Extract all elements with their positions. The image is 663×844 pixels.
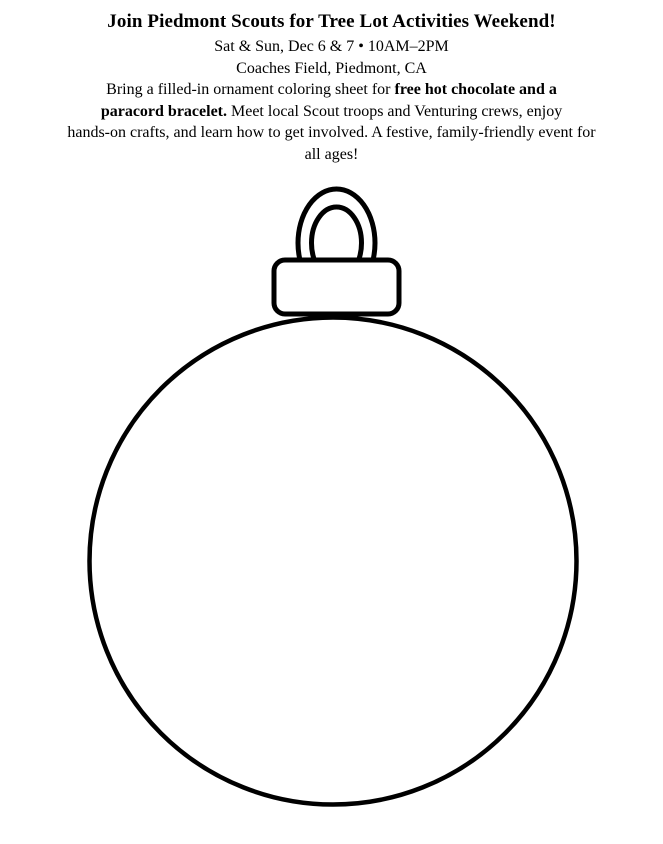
ornament-ball-circle: [90, 318, 577, 805]
event-location-line: Coaches Field, Piedmont, CA: [236, 59, 427, 77]
description-text: Meet local Scout troops and Venturing crews, enjoy: [227, 102, 563, 120]
description-text: all ages!: [304, 145, 359, 163]
ornament-cap: [274, 260, 399, 314]
description-text: Bring a filled-in ornament coloring sheet for: [106, 81, 395, 98]
flyer-title: Join Piedmont Scouts for Tree Lot Activities Weekend!: [107, 11, 556, 32]
description-highlight-text: paracord bracelet.: [100, 102, 227, 120]
event-date-line: Sat & Sun, Dec 6 & 7 • 10AM–2PM: [214, 38, 449, 55]
description-highlight-text: free hot chocolate and a: [394, 81, 557, 98]
ornament-outline-group: [90, 189, 577, 805]
description-text: hands-on crafts, and learn how to get involved. A festive, family-friendly event for: [67, 124, 596, 141]
